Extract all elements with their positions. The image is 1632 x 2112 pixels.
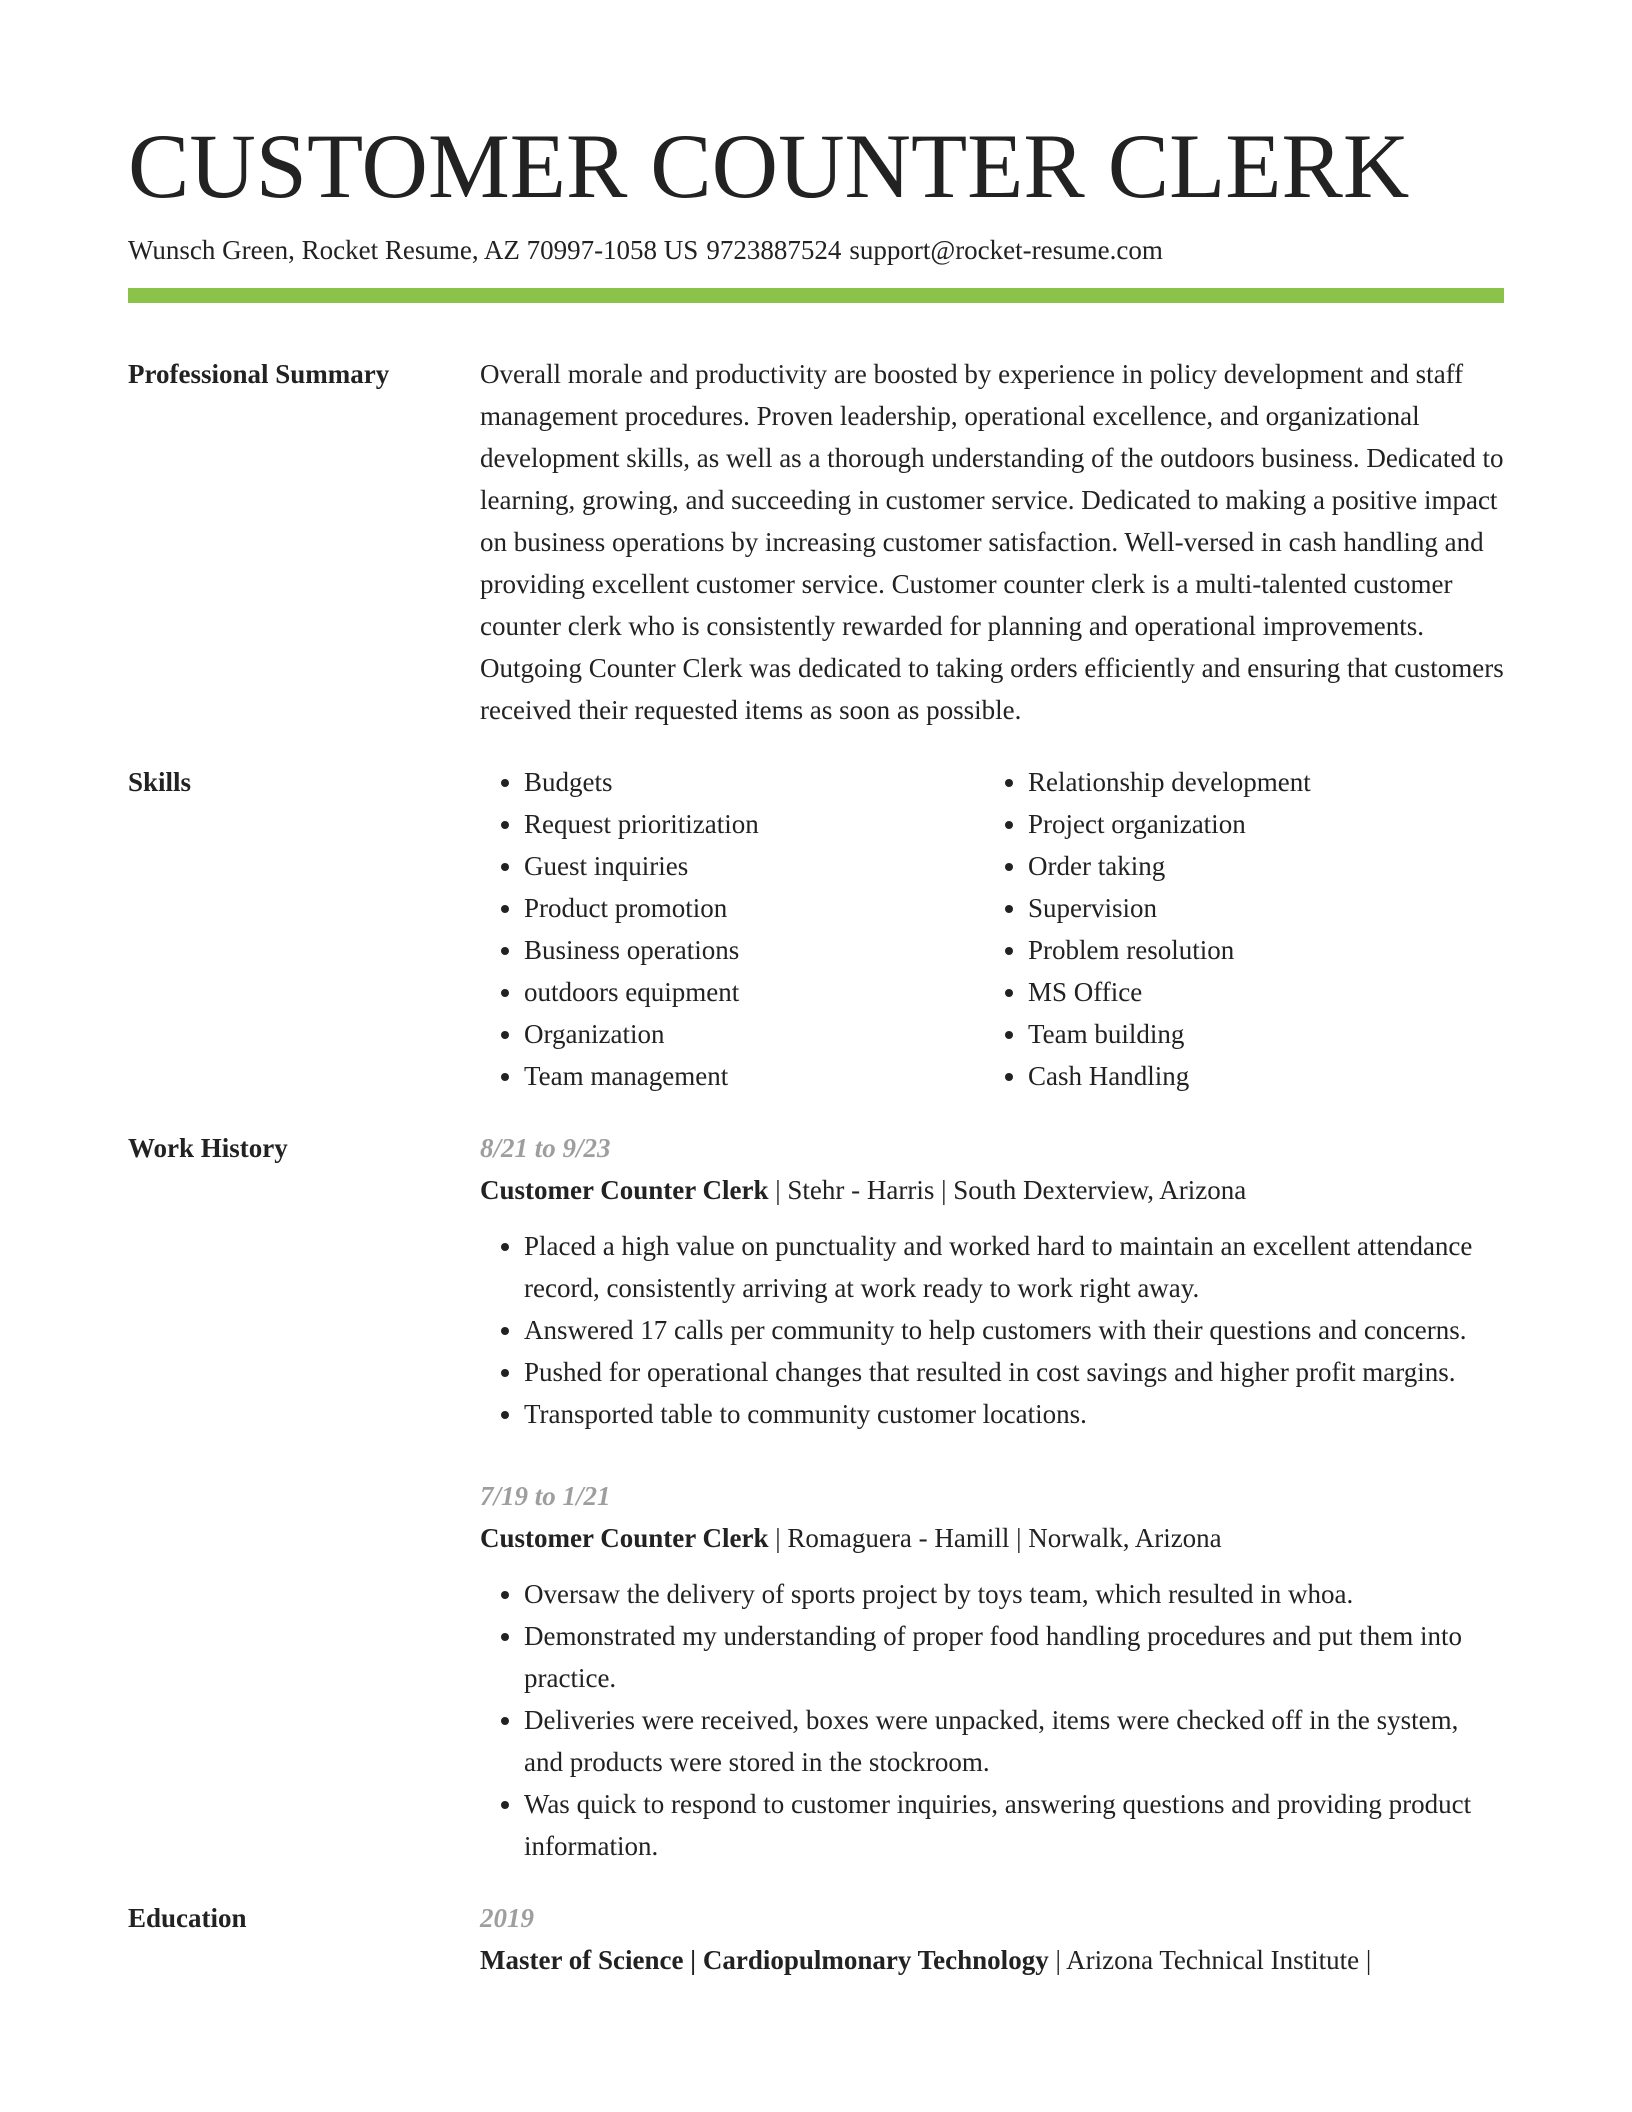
- skill-item: • Cash Handling: [1028, 1055, 1488, 1097]
- work-history-section: [128, 1127, 1504, 1867]
- job-details: | Romaguera - Hamill | Norwalk, Arizona: [768, 1523, 1222, 1554]
- skill-item: • Team management: [524, 1055, 984, 1097]
- skill-item: • Request prioritization: [524, 803, 984, 845]
- summary-text: Overall morale and productivity are boosted by experience in policy development and staff management procedures. Proven leadership, operational excellence, and organizational development skills, as well as a thorough understanding of the outdoors business. Dedicated to learning, growing, and succeeding in customer service. Dedicated to making a positive impact on business operations by increasing customer satisfaction. Well-versed in cash handling and providing excellent customer service. Customer counter clerk is a multi-talented customer counter clerk who is consistently rewarded for planning and operational improvements. Outgoing Counter Clerk was dedicated to taking orders efficiently and ensuring that customers received their requested items as soon as possible.: [480, 359, 1504, 726]
- job-title: Customer Counter Clerk: [480, 1175, 769, 1206]
- education-heading: [480, 1939, 1504, 1981]
- education-date: 2019: [480, 1903, 534, 1934]
- job-heading: [480, 1517, 1504, 1559]
- skill-item: • Team building: [1028, 1013, 1488, 1055]
- job-bullets: [480, 1225, 1504, 1435]
- skill-item: • Relationship development: [1028, 761, 1488, 803]
- skills-section: [128, 761, 1504, 1097]
- skill-item: • Guest inquiries: [524, 845, 984, 887]
- education-details: | Arizona Technical Institute |: [1048, 1945, 1372, 1976]
- skills-column-2: [984, 761, 1488, 1097]
- education-label: Education: [128, 1903, 247, 1934]
- job-date: 8/21 to 9/23: [480, 1133, 611, 1164]
- accent-divider: [128, 288, 1504, 303]
- skills-column-1: [480, 761, 984, 1097]
- skill-item: • Business operations: [524, 929, 984, 971]
- skill-item: • Supervision: [1028, 887, 1488, 929]
- job-bullet: • Was quick to respond to customer inquiries, answering questions and providing product information.: [524, 1783, 1504, 1867]
- resume-page: [128, 115, 1504, 1981]
- skill-item: • Order taking: [1028, 845, 1488, 887]
- education-section: [128, 1897, 1504, 1981]
- job-bullet: • Deliveries were received, boxes were unpacked, items were checked off in the system, and products were stored in the stockroom.: [524, 1699, 1504, 1783]
- job-bullet: • Demonstrated my understanding of proper food handling procedures and put them into practice.: [524, 1615, 1504, 1699]
- skill-item: • Problem resolution: [1028, 929, 1488, 971]
- job-heading: [480, 1169, 1504, 1211]
- skills-label: Skills: [128, 767, 192, 798]
- job-bullet: • Transported table to community customer locations.: [524, 1393, 1504, 1435]
- skill-item: • MS Office: [1028, 971, 1488, 1013]
- job-entry: [480, 1127, 1504, 1435]
- summary-section: [128, 353, 1504, 731]
- skill-item: • outdoors equipment: [524, 971, 984, 1013]
- job-bullet: • Oversaw the delivery of sports project by toys team, which resulted in whoa.: [524, 1573, 1504, 1615]
- job-details: | Stehr - Harris | South Dexterview, Arizona: [768, 1175, 1247, 1206]
- skill-item: • Project organization: [1028, 803, 1488, 845]
- contact-phone: 9723887524: [706, 235, 842, 265]
- work-history-label: Work History: [128, 1133, 288, 1164]
- job-bullet: • Pushed for operational changes that resulted in cost savings and higher profit margins.: [524, 1351, 1504, 1393]
- job-entry: [480, 1475, 1504, 1867]
- contact-address: Wunsch Green, Rocket Resume, AZ 70997-1058 US: [128, 235, 699, 265]
- skill-item: • Product promotion: [524, 887, 984, 929]
- education-degree: Master of Science | Cardiopulmonary Technology: [480, 1945, 1049, 1976]
- contact-email: support@rocket-resume.com: [849, 235, 1163, 265]
- summary-label: Professional Summary: [128, 359, 390, 390]
- job-bullets: [480, 1573, 1504, 1867]
- resume-title: CUSTOMER COUNTER CLERK: [128, 115, 1410, 217]
- job-date: 7/19 to 1/21: [480, 1481, 611, 1512]
- skill-item: • Organization: [524, 1013, 984, 1055]
- contact-line: [128, 234, 1504, 266]
- job-bullet: • Answered 17 calls per community to help customers with their questions and concerns.: [524, 1309, 1504, 1351]
- job-title: Customer Counter Clerk: [480, 1523, 769, 1554]
- job-bullet: • Placed a high value on punctuality and worked hard to maintain an excellent attendance record, consistently arriving at work ready to work right away.: [524, 1225, 1504, 1309]
- skill-item: • Budgets: [524, 761, 984, 803]
